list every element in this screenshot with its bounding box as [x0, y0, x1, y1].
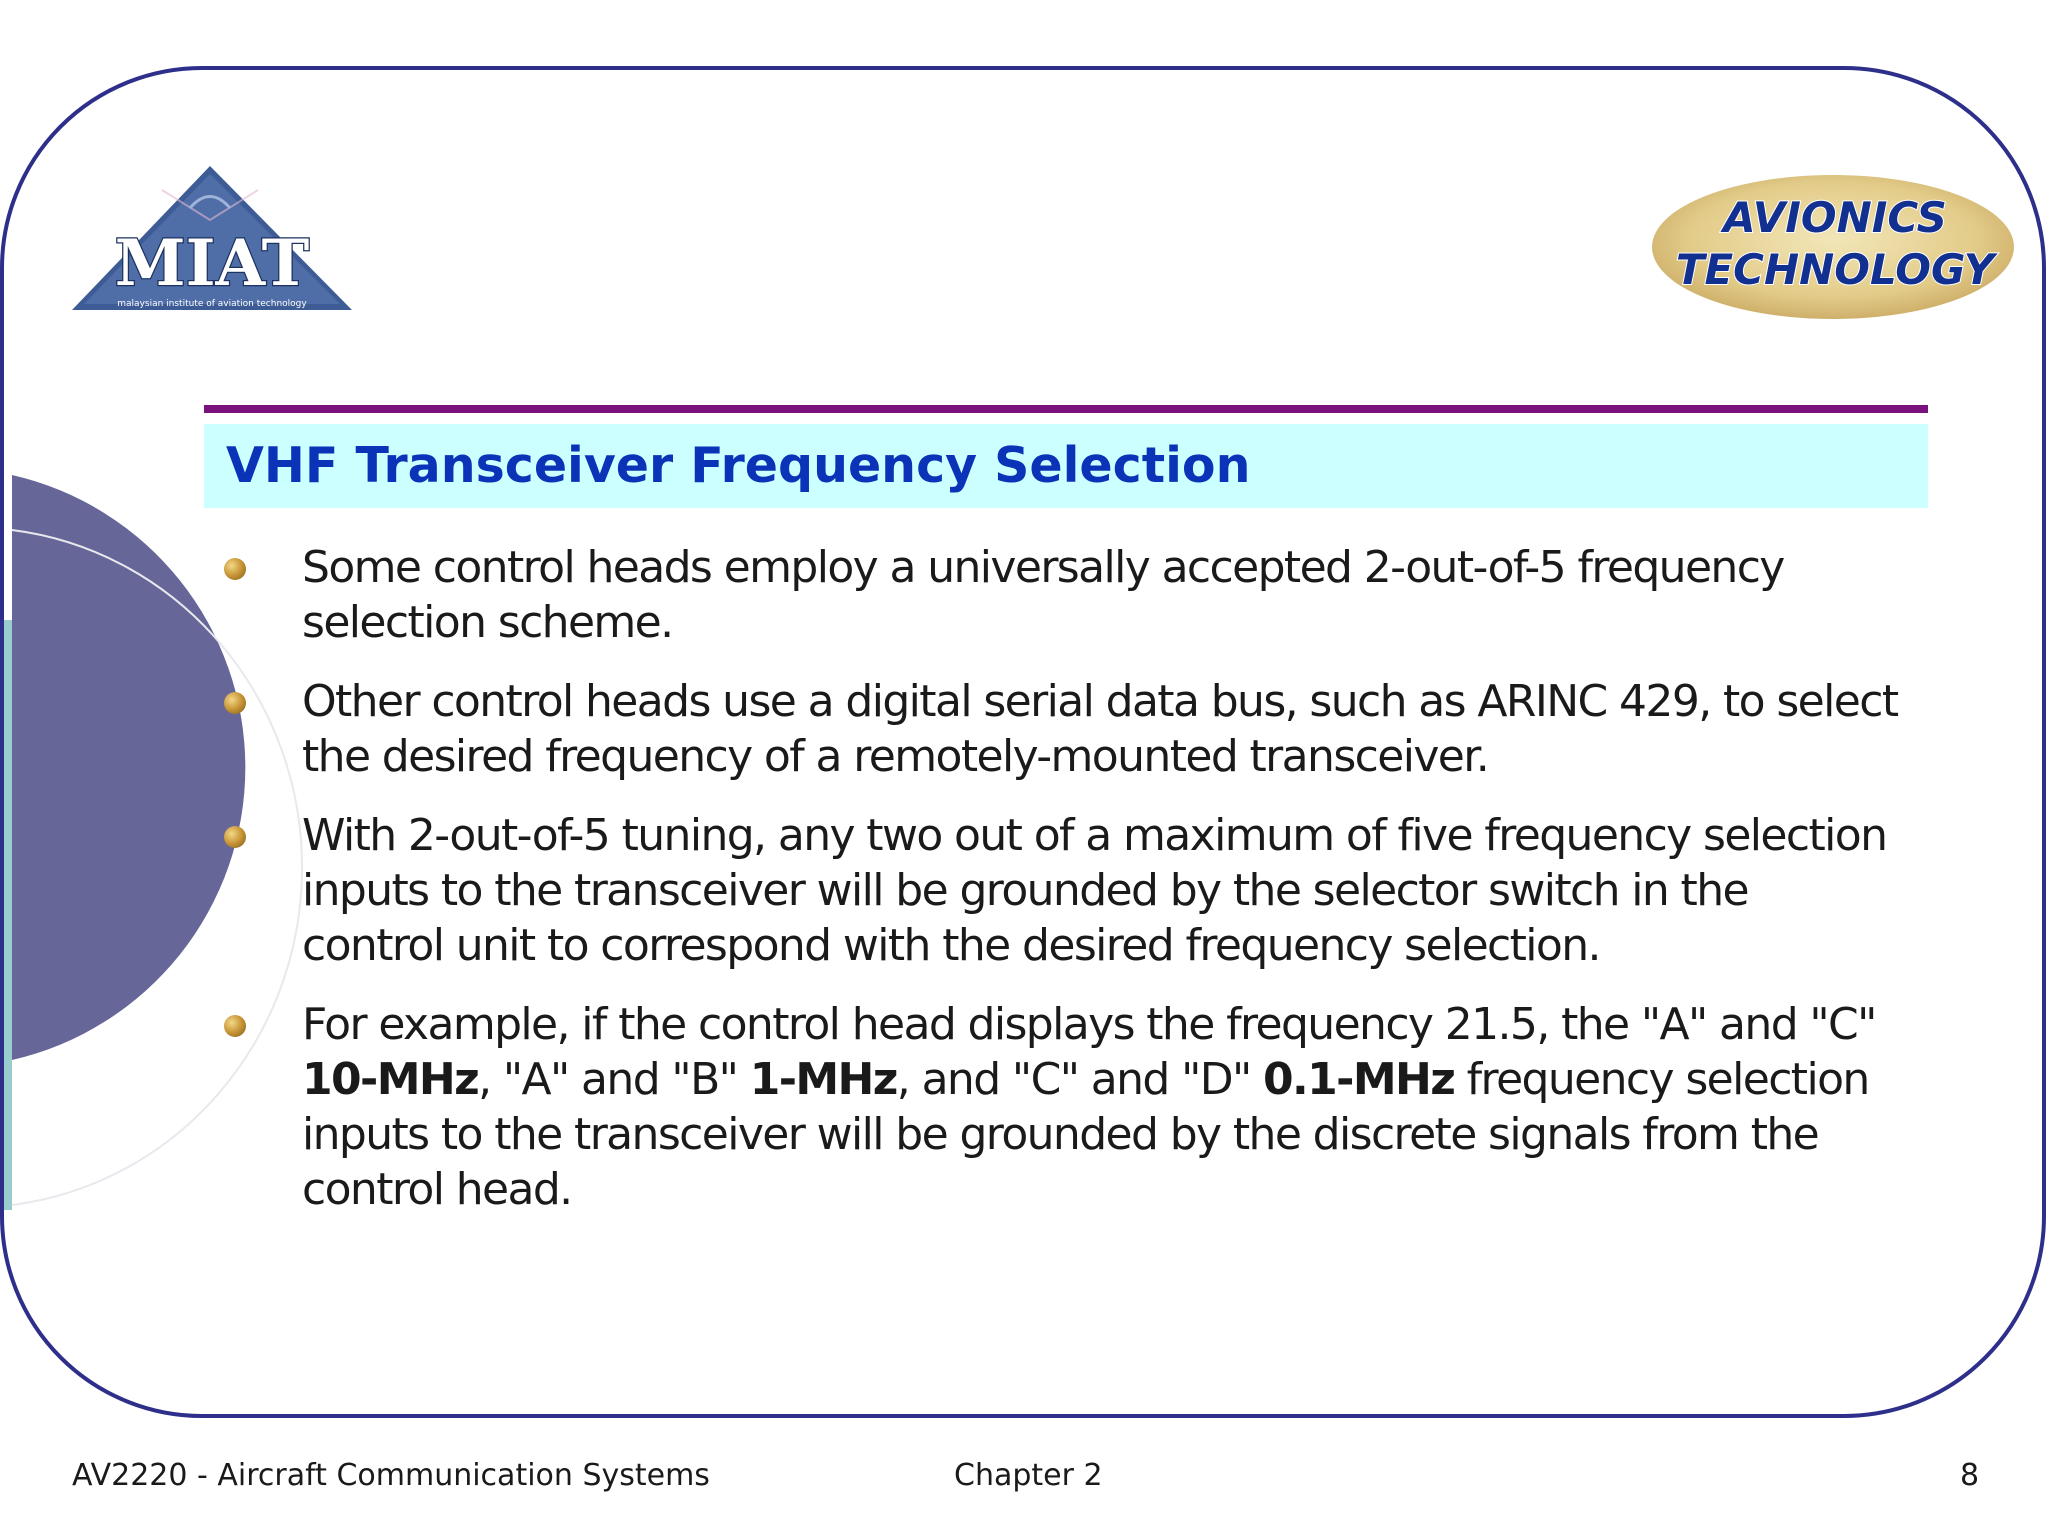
- slide-title: VHF Transceiver Frequency Selection: [226, 437, 1251, 494]
- left-purple-circle: [12, 475, 245, 1060]
- avionics-technology-badge: [1648, 172, 2018, 322]
- bullet-item: [220, 674, 1900, 784]
- bullet-item: [220, 808, 1900, 973]
- badge-line2: TECHNOLOGY: [1675, 245, 1995, 294]
- badge-line1: AVIONICS: [1723, 193, 1947, 242]
- bullet-text-part: frequency selection inputs to the transceiver will be grounded by the discrete signals from the control head.: [302, 1054, 1869, 1215]
- bullet-icon: [224, 826, 246, 848]
- footer-course: AV2220 - Aircraft Communication Systems: [72, 1458, 710, 1493]
- logo-text: MIAT: [114, 226, 310, 301]
- bullet-item: [220, 540, 1900, 650]
- bullet-text: Other control heads use a digital serial data bus, such as ARINC 429, to select the desired frequency of a remotely-mounted transceiver.: [302, 676, 1898, 782]
- bullet-text-part: , and "C" and "D": [896, 1054, 1264, 1105]
- bullet-bold-term: 1-MHz: [749, 1054, 897, 1105]
- bullet-icon: [224, 692, 246, 714]
- footer-chapter: Chapter 2: [954, 1458, 1103, 1493]
- bullet-bold-term: 10-MHz: [302, 1054, 479, 1105]
- title-box: [204, 424, 1928, 508]
- bullet-text-part: , "A" and "B": [478, 1054, 750, 1105]
- bullet-text: Some control heads employ a universally accepted 2-out-of-5 frequency selection scheme.: [302, 542, 1784, 648]
- bullet-text: [302, 997, 1900, 1217]
- bullet-bold-term: 0.1-MHz: [1263, 1054, 1455, 1105]
- bullet-list: [220, 540, 1900, 1241]
- bullet-icon: [224, 1015, 246, 1037]
- bullet-icon: [224, 558, 246, 580]
- footer-page-number: 8: [1960, 1458, 1980, 1493]
- bullet-item: [220, 997, 1900, 1217]
- miat-logo: [70, 160, 360, 320]
- title-rule: [204, 405, 1928, 413]
- logo-tagline: malaysian institute of aviation technology: [117, 299, 307, 309]
- bullet-text: With 2-out-of-5 tuning, any two out of a maximum of five frequency selection inputs to the transceiver will be grounded by the selector switch in the control unit to correspond with the desired frequency selection.: [302, 810, 1887, 971]
- bullet-text-part: For example, if the control head displays the frequency 21.5, the "A" and "C": [302, 999, 1876, 1050]
